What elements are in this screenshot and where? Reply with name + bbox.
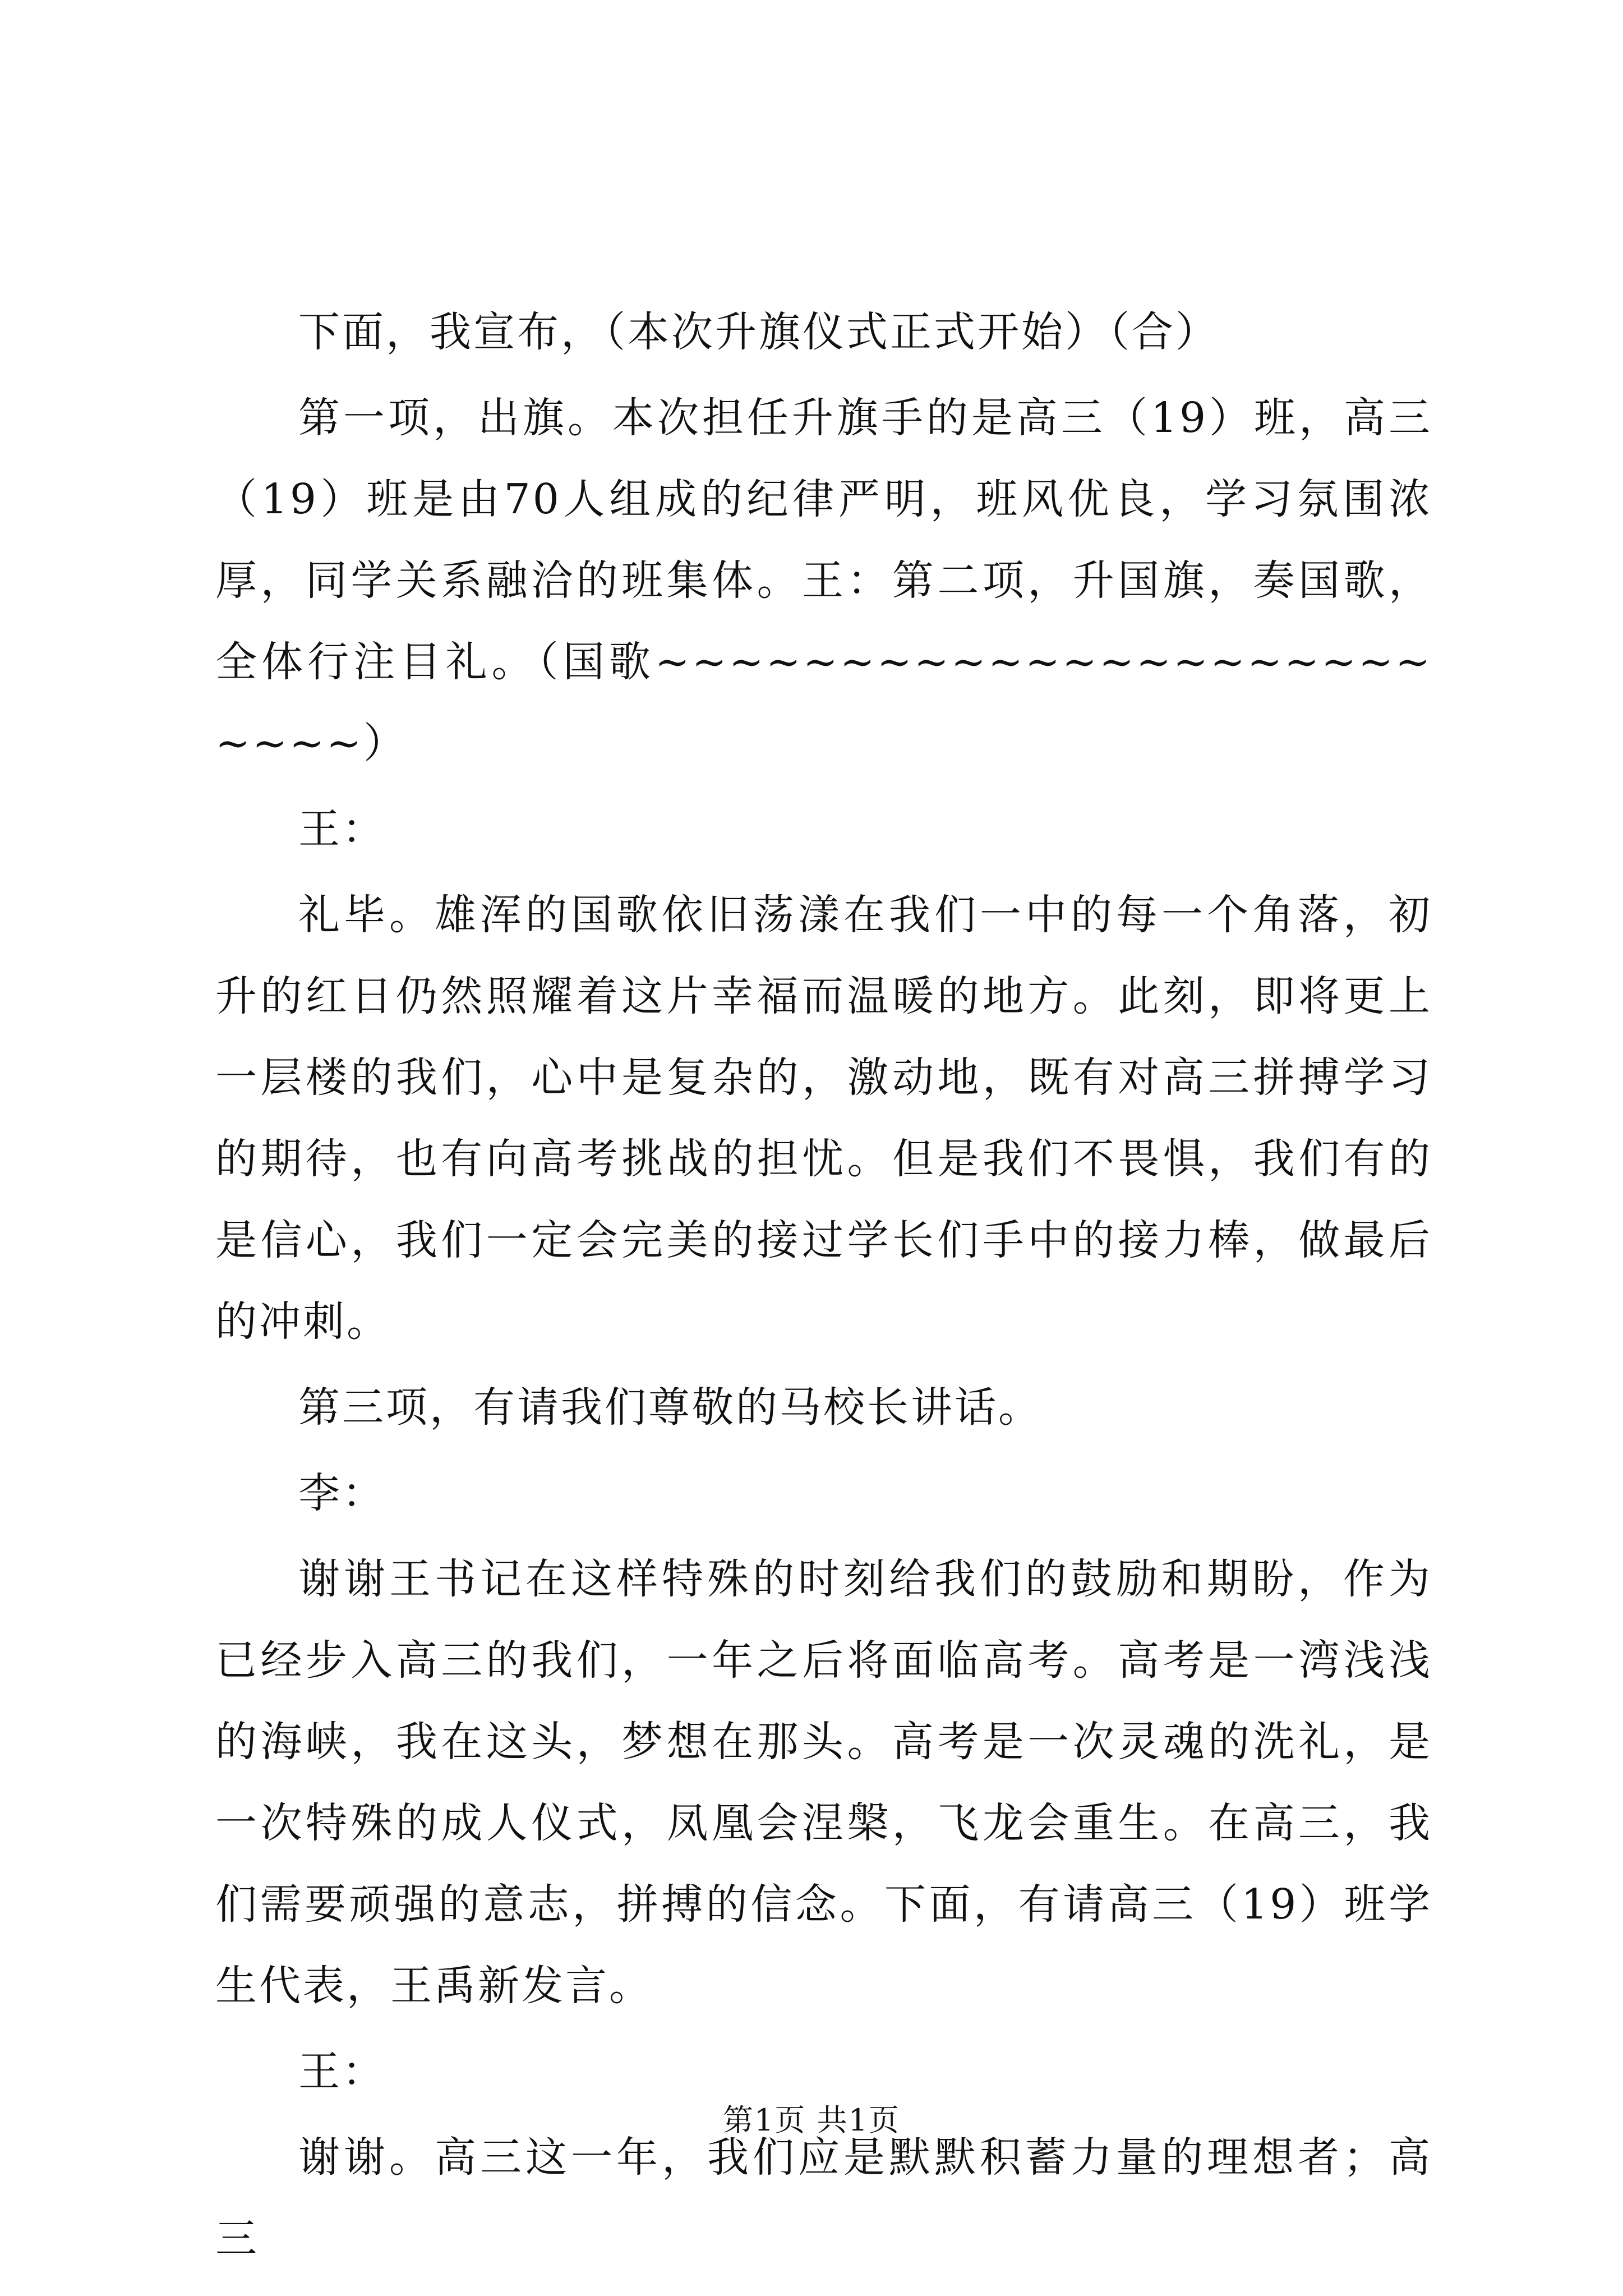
paragraph-ceremony-end: 礼毕。雄浑的国歌依旧荡漾在我们一中的每一个角落，初升的红日仍然照耀着这片幸福而温暖的地方。此刻，即将更上一层楼的我们，心中是复杂的，激动地，既有对高三拼搏学习的期待，也有向高考挑战的担忧。但是我们不畏惧，我们有的是信心，我们一定会完美的接过学长们手中的接力棒，做最后的冲刺。: [215, 891, 1432, 1346]
paragraph-announce-start: 下面，我宣布，（本次升旗仪式正式开始）（合）: [298, 308, 1219, 356]
paragraph-thanks-secretary: 谢谢王书记在这样特殊的时刻给我们的鼓励和期盼，作为已经步入高三的我们，一年之后将面临高考。高考是一湾浅浅的海峡，我在这头，梦想在那头。高考是一次灵魂的洗礼，是一次特殊的成人仪式，凤凰会涅槃，飞龙会重生。在高三，我们需要顽强的意志，拼搏的信念。下面，有请高三（19）班学生代表，王禹新发言。: [215, 1555, 1432, 2010]
paragraph-speaker-wang: 王：: [298, 805, 386, 853]
paragraph-item-three: 第三项，有请我们尊敬的马校长讲话。: [298, 1383, 1042, 1432]
paragraph-speaker-wang-2: 王：: [298, 2047, 386, 2096]
document-body: [215, 292, 1432, 2284]
page-footer: 第1页 共1页: [723, 2102, 900, 2138]
paragraph-speaker-li: 李：: [298, 1469, 386, 1517]
paragraph-item-one: 第一项，出旗。本次担任升旗手的是高三（19）班，高三（19）班是由70人组成的纪律严明，班风优良，学习氛围浓厚，同学关系融洽的班集体。王：第二项，升国旗，奏国歌，全体行注目礼。（国歌~~~~~~~~~~~~~~~~~~~~~~~~~）: [215, 394, 1432, 767]
paragraph-thanks-final: 谢谢。高三这一年，我们应是默默积蓄力量的理想者；高三: [215, 2133, 1432, 2263]
